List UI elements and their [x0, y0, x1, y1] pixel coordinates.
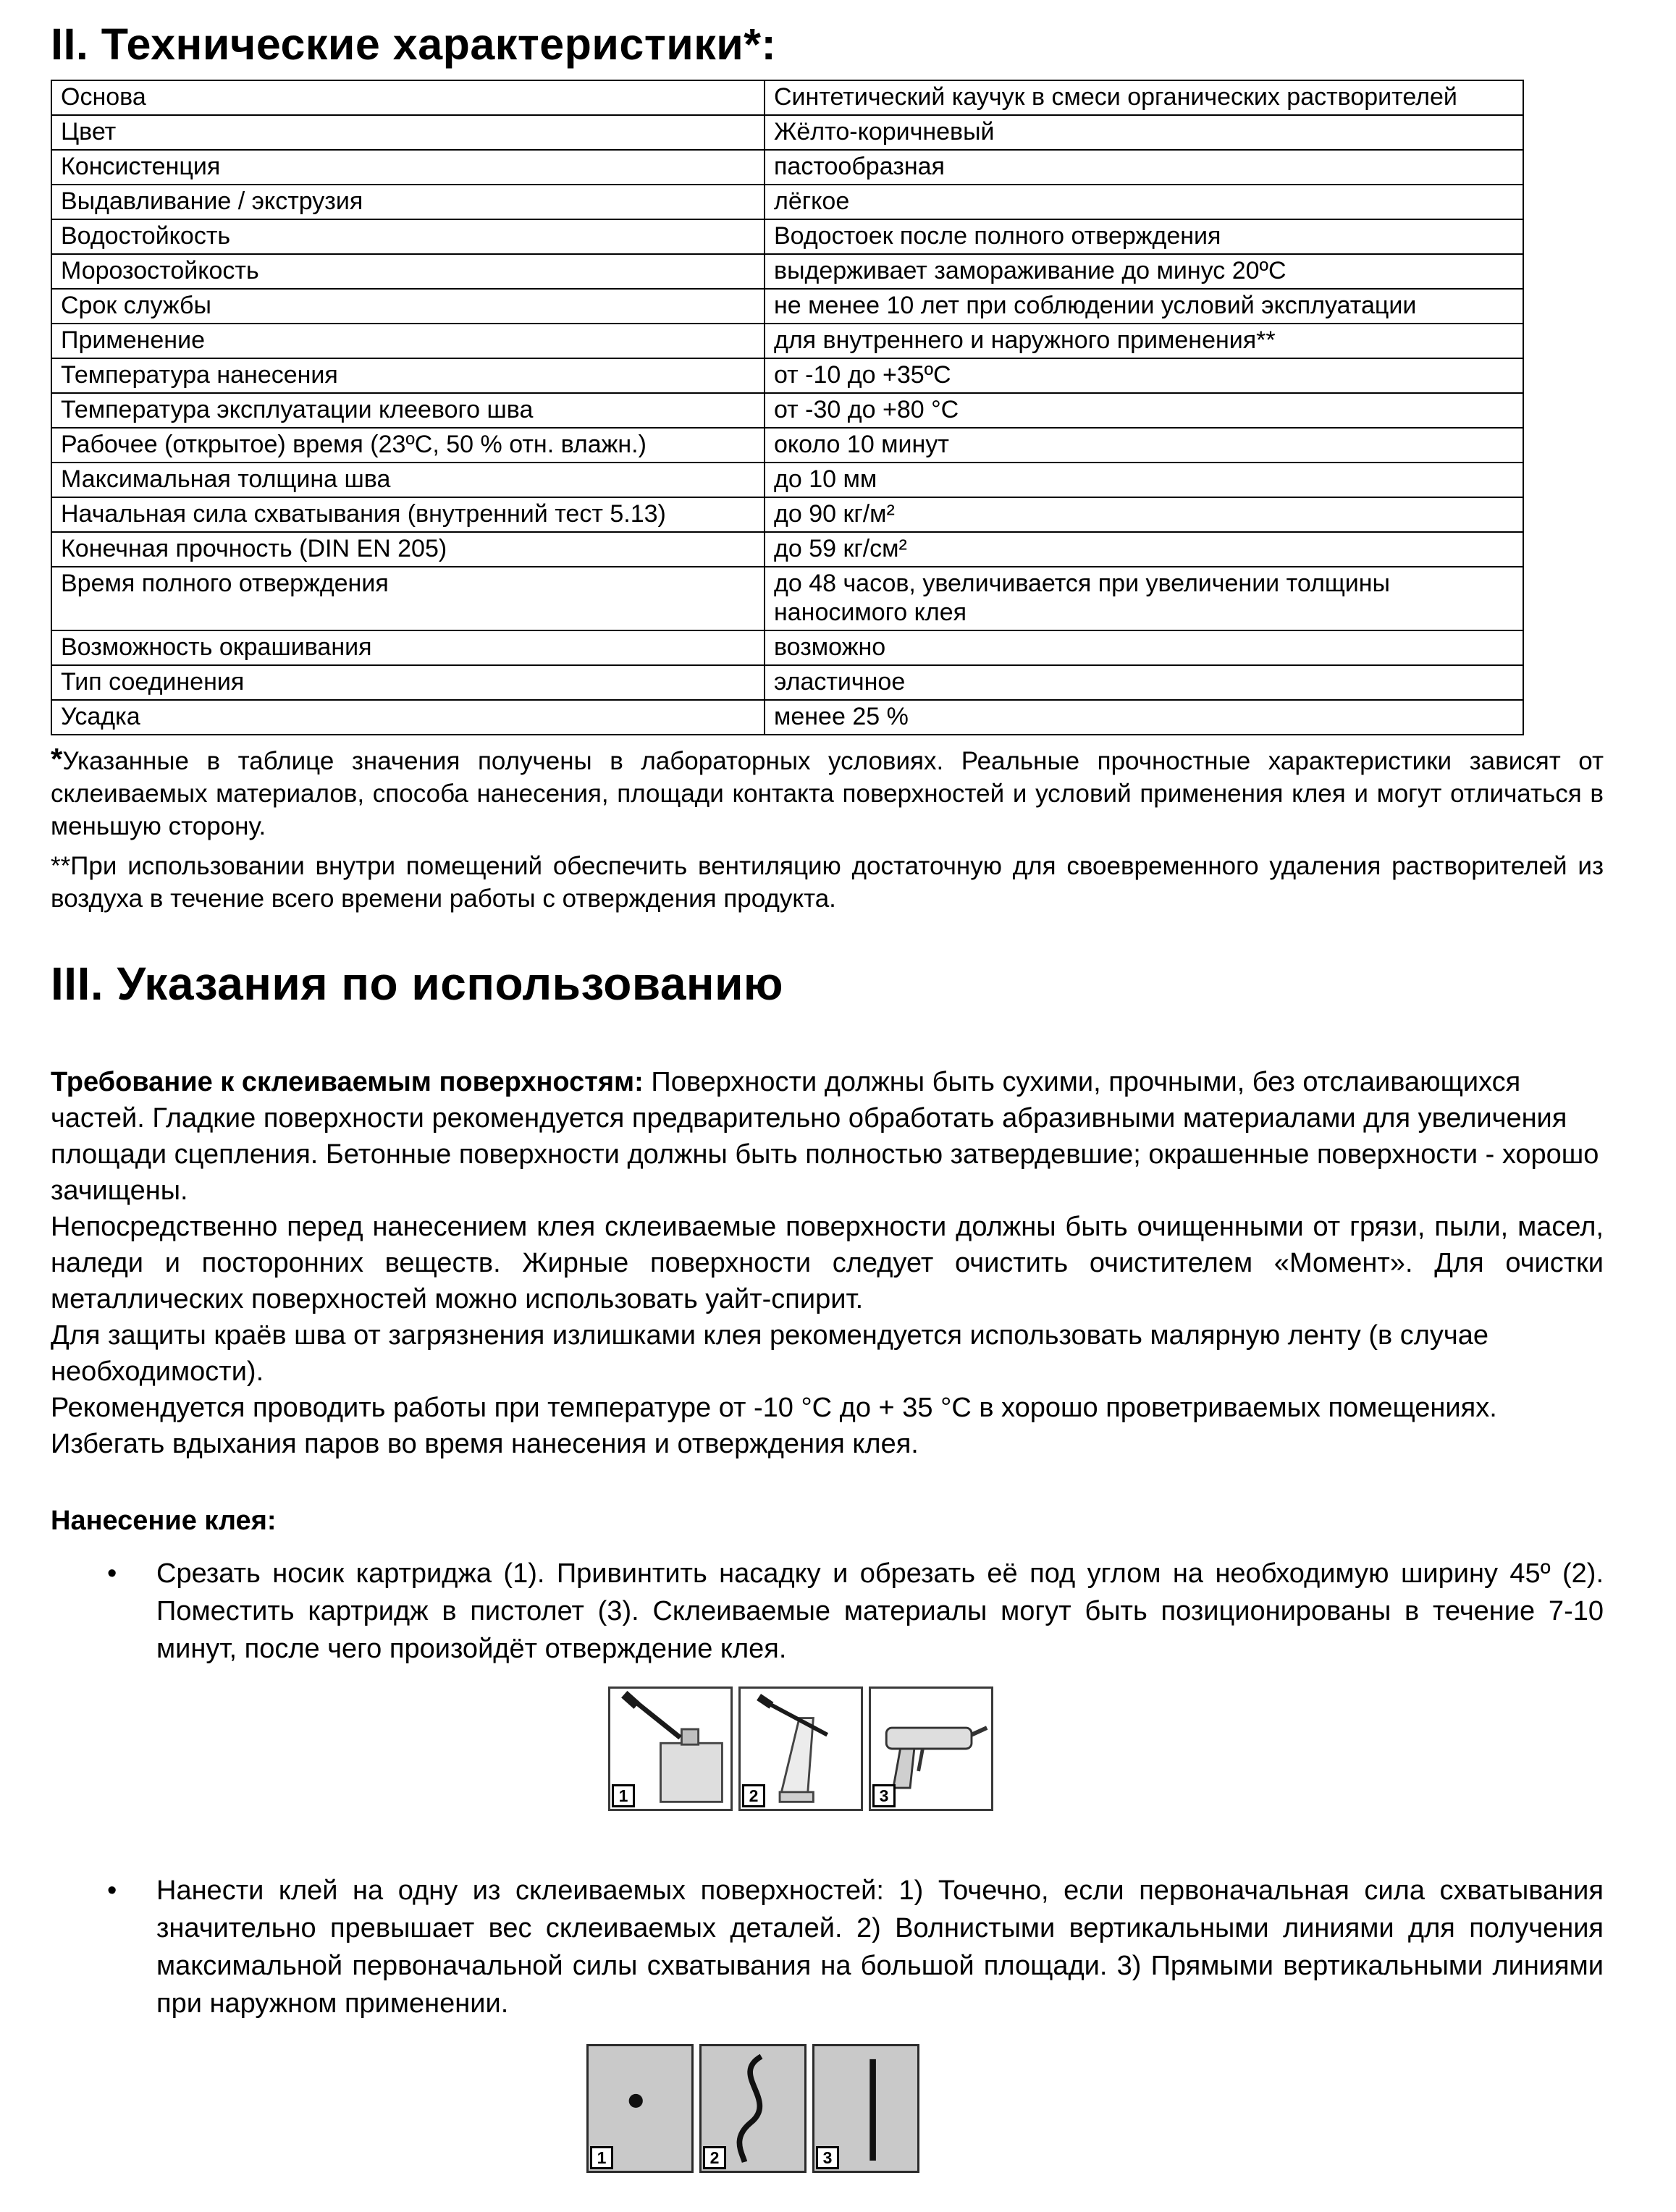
spec-label: Тип соединения	[51, 665, 765, 700]
spec-value: пастообразная	[765, 150, 1523, 185]
spec-label: Конечная прочность (DIN EN 205)	[51, 532, 765, 567]
spec-label: Цвет	[51, 115, 765, 150]
footnote-1-text: Указанные в таблице значения получены в лабораторных условиях. Реальные прочностные характеристики зависят от склеиваемых материалов, способа нанесения, площади контакта поверхностей и условий применения клея и могут отличаться в меньшую сторону.	[51, 747, 1604, 840]
spec-value: эластичное	[765, 665, 1523, 700]
spec-label: Срок службы	[51, 289, 765, 324]
spec-label: Усадка	[51, 700, 765, 735]
spec-label: Консистенция	[51, 150, 765, 185]
caulking-gun-illustration	[869, 1687, 993, 1811]
edge-protection-paragraph: Для защиты краёв шва от загрязнения излишками клея рекомендуется использовать малярную ленту (в случае необходимости).	[51, 1320, 1488, 1387]
table-row	[51, 80, 1523, 115]
spec-value: менее 25 %	[765, 700, 1523, 735]
surface-requirements-paragraph	[51, 1064, 1604, 1209]
spec-value: Синтетический каучук в смеси органических растворителей	[765, 80, 1523, 115]
spec-value: до 10 мм	[765, 463, 1523, 497]
spec-label: Рабочее (открытое) время (23ºС, 50 % отн. влажн.)	[51, 428, 765, 463]
spec-value: лёгкое	[765, 185, 1523, 219]
table-row	[51, 532, 1523, 567]
table-row	[51, 463, 1523, 497]
spec-value: выдерживает замораживание до минус 20ºС	[765, 254, 1523, 289]
bullet-cartridge-preparation-text: Срезать носик картриджа (1). Привинтить насадку и обрезать её под углом на необходимую ширину 45º (2). Поместить картридж в пистолет (3). Склеиваемые материалы могут быть позиционированы в течение 7-10 минут, после чего произойдёт отверждение клея.	[156, 1558, 1604, 1664]
footnote-lab-conditions	[51, 743, 1604, 843]
cleaning-paragraph: Непосредственно перед нанесением клея склеиваемые поверхности должны быть очищенными от грязи, пыли, масел, наледи и посторонних веществ. Жирные поверхности следует очистить очистителем «Момент». Для очистки металлических поверхностей можно использовать уайт-спирит.	[51, 1212, 1604, 1314]
straight-line-pattern-illustration	[812, 2044, 919, 2173]
bullet-apply-patterns	[51, 1872, 1604, 2022]
spec-value: Жёлто-коричневый	[765, 115, 1523, 150]
table-row	[51, 115, 1523, 150]
bullet-icon: •	[107, 1875, 117, 1906]
spec-label: Температура нанесения	[51, 358, 765, 393]
step-number-badge: 1	[612, 1784, 635, 1807]
spec-label: Максимальная толщина шва	[51, 463, 765, 497]
nozzle-cut-illustration	[738, 1687, 863, 1811]
spec-value: около 10 минут	[765, 428, 1523, 463]
section-2-title: II. Технические характеристики*:	[51, 20, 777, 69]
table-row	[51, 358, 1523, 393]
table-row	[51, 630, 1523, 665]
spec-label: Морозостойкость	[51, 254, 765, 289]
spec-label: Выдавливание / экструзия	[51, 185, 765, 219]
spec-value: Водостоек после полного отверждения	[765, 219, 1523, 254]
pattern-number-badge: 3	[816, 2146, 839, 2169]
table-row	[51, 185, 1523, 219]
wavy-line-pattern-illustration	[699, 2044, 807, 2173]
table-row	[51, 497, 1523, 532]
dot-pattern-illustration	[586, 2044, 694, 2173]
table-row	[51, 289, 1523, 324]
table-row	[51, 567, 1523, 630]
apply-glue-heading: Нанесение клея:	[51, 1506, 277, 1536]
table-row	[51, 393, 1523, 428]
pattern-number-badge: 2	[703, 2146, 726, 2169]
spec-value: от -30 до +80 °С	[765, 393, 1523, 428]
surface-requirements-text: Поверхности должны быть сухими, прочными, без отслаивающихся частей. Гладкие поверхности рекомендуется предварительно обработать абразивными материалами для увеличения площади сцепления. Бетонные поверхности должны быть полностью затвердевшие; окрашенные поверхности - хорошо зачищены.	[51, 1067, 1599, 1206]
table-row	[51, 324, 1523, 358]
table-row	[51, 150, 1523, 185]
tech-specs-table	[51, 80, 1524, 735]
table-row	[51, 219, 1523, 254]
spec-label: Применение	[51, 324, 765, 358]
spec-value: не менее 10 лет при соблюдении условий эксплуатации	[765, 289, 1523, 324]
step-number-badge: 3	[872, 1784, 896, 1807]
spec-label: Время полного отверждения	[51, 567, 765, 630]
table-row	[51, 700, 1523, 735]
table-row	[51, 254, 1523, 289]
footnote-ventilation	[51, 850, 1604, 915]
bullet-cartridge-preparation	[51, 1555, 1604, 1668]
spec-label: Температура эксплуатации клеевого шва	[51, 393, 765, 428]
spec-label: Возможность окрашивания	[51, 630, 765, 665]
application-patterns-figure	[586, 2044, 1604, 2173]
section-3-title: III. Указания по использованию	[51, 958, 784, 1010]
cartridge-steps-figure	[608, 1687, 1604, 1811]
surface-requirements-lead: Требование к склеиваемым поверхностям:	[51, 1067, 644, 1097]
spec-value: до 59 кг/см²	[765, 532, 1523, 567]
spec-value: возможно	[765, 630, 1523, 665]
spec-value: для внутреннего и наружного применения**	[765, 324, 1523, 358]
spec-label: Начальная сила схватывания (внутренний тест 5.13)	[51, 497, 765, 532]
spec-value: от -10 до +35ºС	[765, 358, 1523, 393]
spec-value: до 90 кг/м²	[765, 497, 1523, 532]
work-temperature-paragraph: Рекомендуется проводить работы при температуре от -10 °C до + 35 °C в хорошо проветриваемых помещениях. Избегать вдыхания паров во время нанесения и отверждения клея.	[51, 1393, 1497, 1459]
spec-value: до 48 часов, увеличивается при увеличении толщины наносимого клея	[765, 567, 1523, 630]
bullet-icon: •	[107, 1558, 117, 1589]
table-row	[51, 665, 1523, 700]
asterisk: *	[51, 742, 63, 776]
spec-label: Основа	[51, 80, 765, 115]
step-number-badge: 2	[742, 1784, 765, 1807]
pattern-number-badge: 1	[590, 2146, 613, 2169]
spacer	[51, 1811, 1604, 1856]
cartridge-tip-cut-illustration	[608, 1687, 733, 1811]
spec-label: Водостойкость	[51, 219, 765, 254]
table-row	[51, 428, 1523, 463]
footnote-2-text: **При использовании внутри помещений обеспечить вентиляцию достаточную для своевременного удаления растворителей из воздуха в течение всего времени работы с отверждения продукта.	[51, 852, 1604, 913]
bullet-apply-patterns-text: Нанести клей на одну из склеиваемых поверхностей: 1) Точечно, если первоначальная сила схватывания значительно превышает вес склеиваемых деталей. 2) Волнистыми вертикальными линиями для получения максимальной первоначальной силы схватывания на большой площади. 3) Прямыми вертикальными линиями при наружном применении.	[156, 1875, 1604, 2019]
